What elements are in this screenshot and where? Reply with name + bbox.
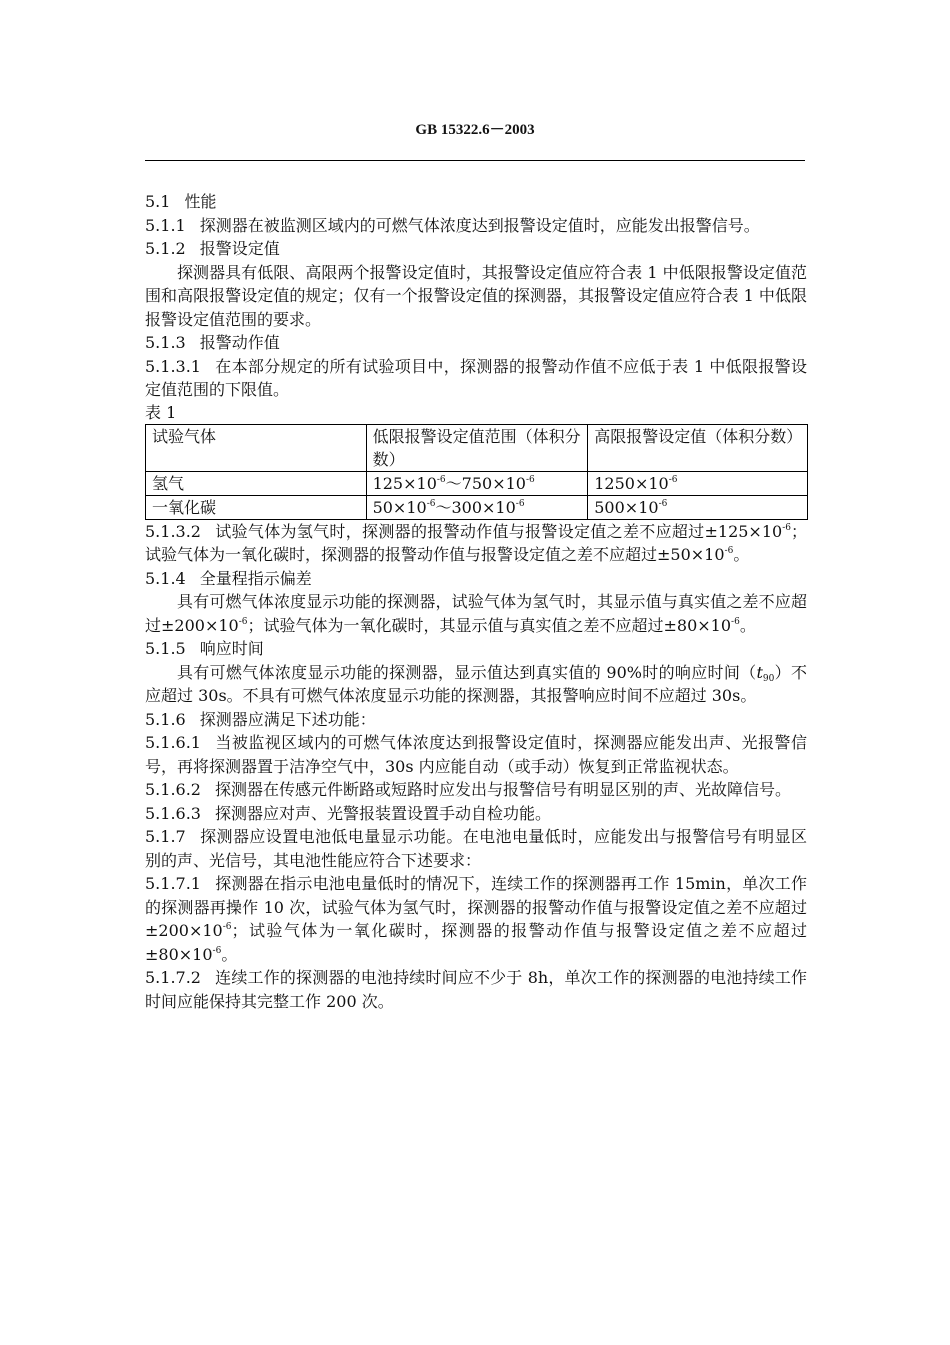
section-5-1-7-1: 5.1.7.1 探测器在指示电池电量低时的情况下，连续工作的探测器再工作 15min，单次工作的探测器再操作 10 次，试验气体为氢气时，探测器的报警动作值与报警设定值之差不应超过$\pm 200\times 10^{-6}$；试验气体为一氧化碳时，探测器的报警动作值与报警设定值之差不应超过$\pm 80\times 10^{-6}$。 — [145, 874, 807, 964]
header-high-value: 高限报警设定值（体积分数） — [588, 424, 808, 471]
table-1 — [145, 424, 808, 520]
section-5-1-4-body: 具有可燃气体浓度显示功能的探测器，试验气体为氢气时，其显示值与真实值之差不应超过$\pm 200\times 10^{-6}$；试验气体为一氧化碳时，其显示值与真实值之差不应超过$\pm 80\times 10^{-6}$。 — [145, 592, 807, 635]
header-rule — [145, 160, 805, 161]
section-5-1: 5.1 性能 — [145, 192, 217, 211]
section-5-1-3-2: 5.1.3.2 试验气体为氢气时，探测器的报警动作值与报警设定值之差不应超过$\pm 125\times 10^{-6}$；试验气体为一氧化碳时，探测器的报警动作值与报警设定值之差不应超过$\pm 50\times 10^{-6}$。 — [145, 521, 807, 564]
section-5-1-3-1: 5.1.3.1 在本部分规定的所有试验项目中，探测器的报警动作值不应低于表 1 中低限报警设定值范围的下限值。 — [145, 356, 807, 399]
cell-gas: 氢气 — [146, 471, 367, 495]
header-low-range: 低限报警设定值范围（体积分数） — [366, 424, 588, 471]
section-5-1-2: 5.1.2 报警设定值 — [145, 239, 280, 258]
cell-high-value: $1250\times 10^{-6}$ — [588, 471, 808, 495]
cell-low-range: $50\times 10^{-6}\sim 300\times 10^{-6}$ — [366, 495, 588, 519]
section-5-1-6: 5.1.6 探测器应满足下述功能： — [145, 709, 376, 729]
section-5-1-6-3: 5.1.6.3 探测器应对声、光警报装置设置手动自检功能。 — [145, 803, 551, 823]
table-1-caption: 表 1 — [145, 402, 177, 422]
section-5-1-5: 5.1.5 响应时间 — [145, 639, 264, 658]
section-5-1-6-2: 5.1.6.2 探测器在传感元件断路或短路时应发出与报警信号有明显区别的声、光故障信号。 — [145, 780, 791, 799]
section-5-1-6-1: 5.1.6.1 当被监视区域内的可燃气体浓度达到报警设定值时，探测器应能发出声、光报警信号，再将探测器置于洁净空气中，30s 内应能自动（或手动）恢复到正常监视状态。 — [145, 733, 807, 776]
standard-number-header: GB 15322.6－2003 — [415, 122, 535, 138]
cell-high-value: $500\times 10^{-6}$ — [588, 495, 808, 519]
document-body — [145, 190, 807, 1013]
table-header-row — [146, 424, 808, 471]
table-row — [146, 471, 808, 495]
section-5-1-5-body: 具有可燃气体浓度显示功能的探测器，显示值达到真实值的 90%时的响应时间$(t_{90})$不应超过 30s。不具有可燃气体浓度显示功能的探测器，其报警响应时间不应超过 30s。 — [145, 662, 807, 705]
cell-low-range: $125\times 10^{-6}\sim 750\times 10^{-6}$ — [366, 471, 588, 495]
section-5-1-3: 5.1.3 报警动作值 — [145, 333, 280, 352]
section-5-1-7-2: 5.1.7.2 连续工作的探测器的电池持续时间应不少于 8h，单次工作的探测器的电池持续工作时间应能保持其完整工作 200 次。 — [145, 968, 807, 1011]
section-5-1-4: 5.1.4 全量程指示偏差 — [145, 568, 312, 588]
header-gas: 试验气体 — [146, 424, 367, 471]
table-row — [146, 495, 808, 519]
section-5-1-2-body: 探测器具有低限、高限两个报警设定值时，其报警设定值应符合表 1 中低限报警设定值范围和高限报警设定值的规定；仅有一个报警设定值的探测器，其报警设定值应符合表 1 中低限报警设定值范围的要求。 — [145, 262, 807, 329]
section-5-1-7: 5.1.7 探测器应设置电池低电量显示功能。在电池电量低时，应能发出与报警信号有明显区别的声、光信号，其电池性能应符合下述要求： — [145, 827, 807, 870]
cell-gas: 一氧化碳 — [146, 495, 367, 519]
section-5-1-1: 5.1.1 探测器在被监测区域内的可燃气体浓度达到报警设定值时，应能发出报警信号。 — [145, 215, 760, 235]
